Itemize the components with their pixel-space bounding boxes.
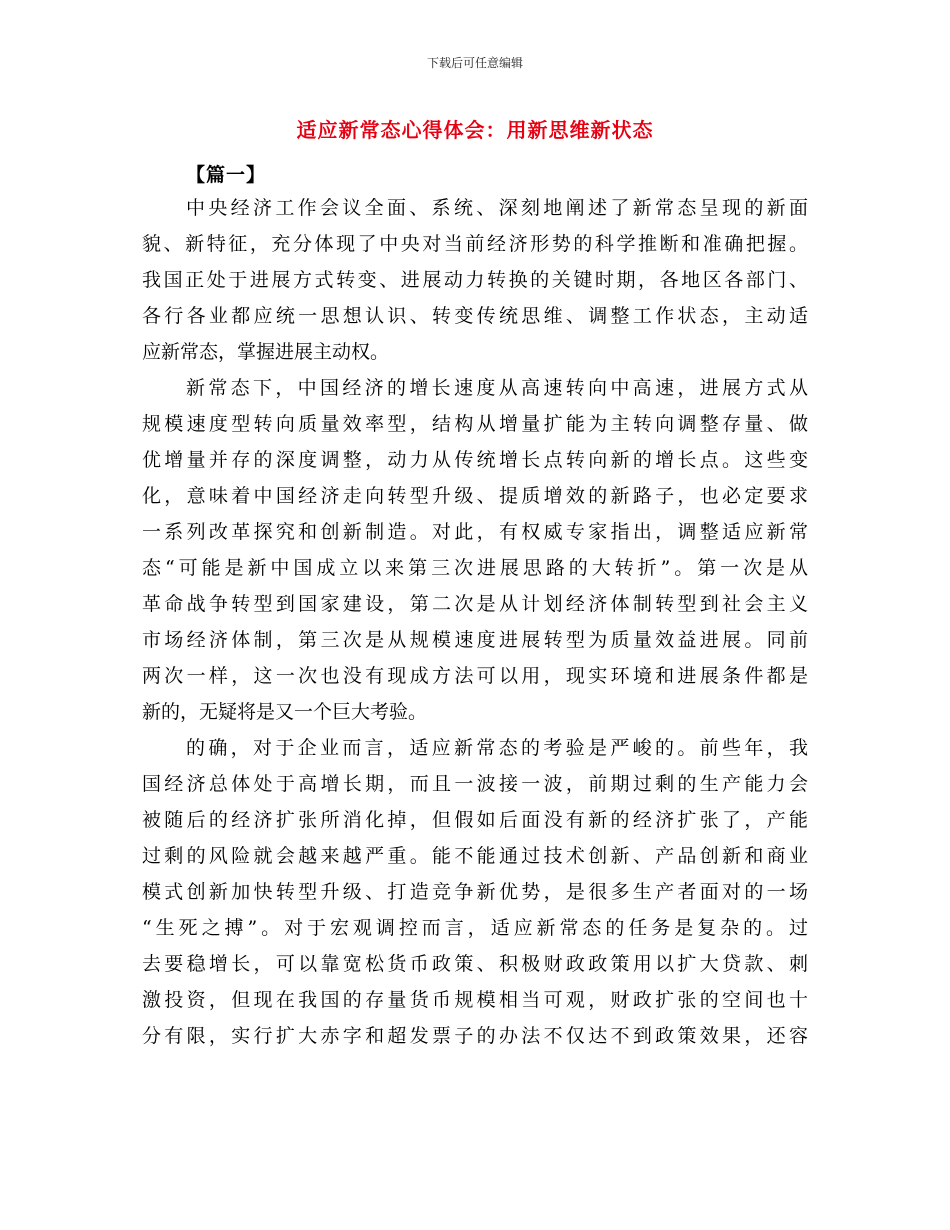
paragraph-line: 市场经济体制，第三次是从规模速度进展转型为质量效益进展。同前 bbox=[142, 629, 808, 651]
paragraph-line: 激投资，但现在我国的存量货币规模相当可观，财政扩张的空间也十 bbox=[142, 989, 808, 1011]
page-header: 下载后可任意编辑 bbox=[426, 56, 523, 70]
paragraph-line: 新常态下，中国经济的增长速度从高速转向中高速，进展方式从 bbox=[186, 377, 808, 399]
paragraph-line: 两次一样，这一次也没有现成方法可以用，现实环境和进展条件都是 bbox=[142, 665, 808, 687]
document-title: 适应新常态心得体会：用新思维新状态 bbox=[296, 118, 654, 142]
paragraph-line: 规模速度型转向质量效率型，结构从增量扩能为主转向调整存量、做 bbox=[142, 413, 808, 435]
paragraph-line: 优增量并存的深度调整，动力从传统增长点转向新的增长点。这些变 bbox=[142, 449, 808, 471]
paragraph-line: 中央经济工作会议全面、系统、深刻地阐述了新常态呈现的新面 bbox=[186, 197, 808, 219]
document-body bbox=[142, 190, 808, 1054]
paragraph-line: 国经济总体处于高增长期，而且一波接一波，前期过剩的生产能力会 bbox=[142, 773, 808, 795]
paragraph-line: 我国正处于进展方式转变、进展动力转换的关键时期，各地区各部门、 bbox=[142, 269, 808, 291]
paragraph-line: 去要稳增长，可以靠宽松货币政策、积极财政政策用以扩大贷款、刺 bbox=[142, 953, 808, 975]
paragraph-line: 被随后的经济扩张所消化掉，但假如后面没有新的经济扩张了，产能 bbox=[142, 809, 808, 831]
paragraph-line: 新的，无疑将是又一个巨大考验。 bbox=[142, 701, 428, 723]
paragraph-line: 模式创新加快转型升级、打造竞争新优势，是很多生产者面对的一场 bbox=[142, 881, 808, 903]
paragraph-line: 化，意味着中国经济走向转型升级、提质增效的新路子，也必定要求 bbox=[142, 485, 808, 507]
paragraph-line: 各行各业都应统一思想认识、转变传统思维、调整工作状态，主动适 bbox=[142, 305, 808, 327]
paragraph-line: 过剩的风险就会越来越严重。能不能通过技术创新、产品创新和商业 bbox=[142, 845, 808, 867]
paragraph-line: “生死之搏”。对于宏观调控而言，适应新常态的任务是复杂的。过 bbox=[142, 917, 808, 939]
paragraph-line: 革命战争转型到国家建设，第二次是从计划经济体制转型到社会主义 bbox=[142, 593, 808, 615]
paragraph-line: 态“可能是新中国成立以来第三次进展思路的大转折”。第一次是从 bbox=[142, 557, 808, 579]
paragraph-line: 的确，对于企业而言，适应新常态的考验是严峻的。前些年，我 bbox=[186, 737, 808, 759]
paragraph-line: 一系列改革探究和创新制造。对此，有权威专家指出，调整适应新常 bbox=[142, 521, 808, 543]
section-heading: 【篇一】 bbox=[186, 164, 267, 186]
paragraph-line: 应新常态，掌握进展主动权。 bbox=[142, 341, 390, 363]
paragraph-line: 貌、新特征，充分体现了中央对当前经济形势的科学推断和准确把握。 bbox=[142, 233, 808, 255]
paragraph-line: 分有限，实行扩大赤字和超发票子的办法不仅达不到政策效果，还容 bbox=[142, 1025, 808, 1047]
